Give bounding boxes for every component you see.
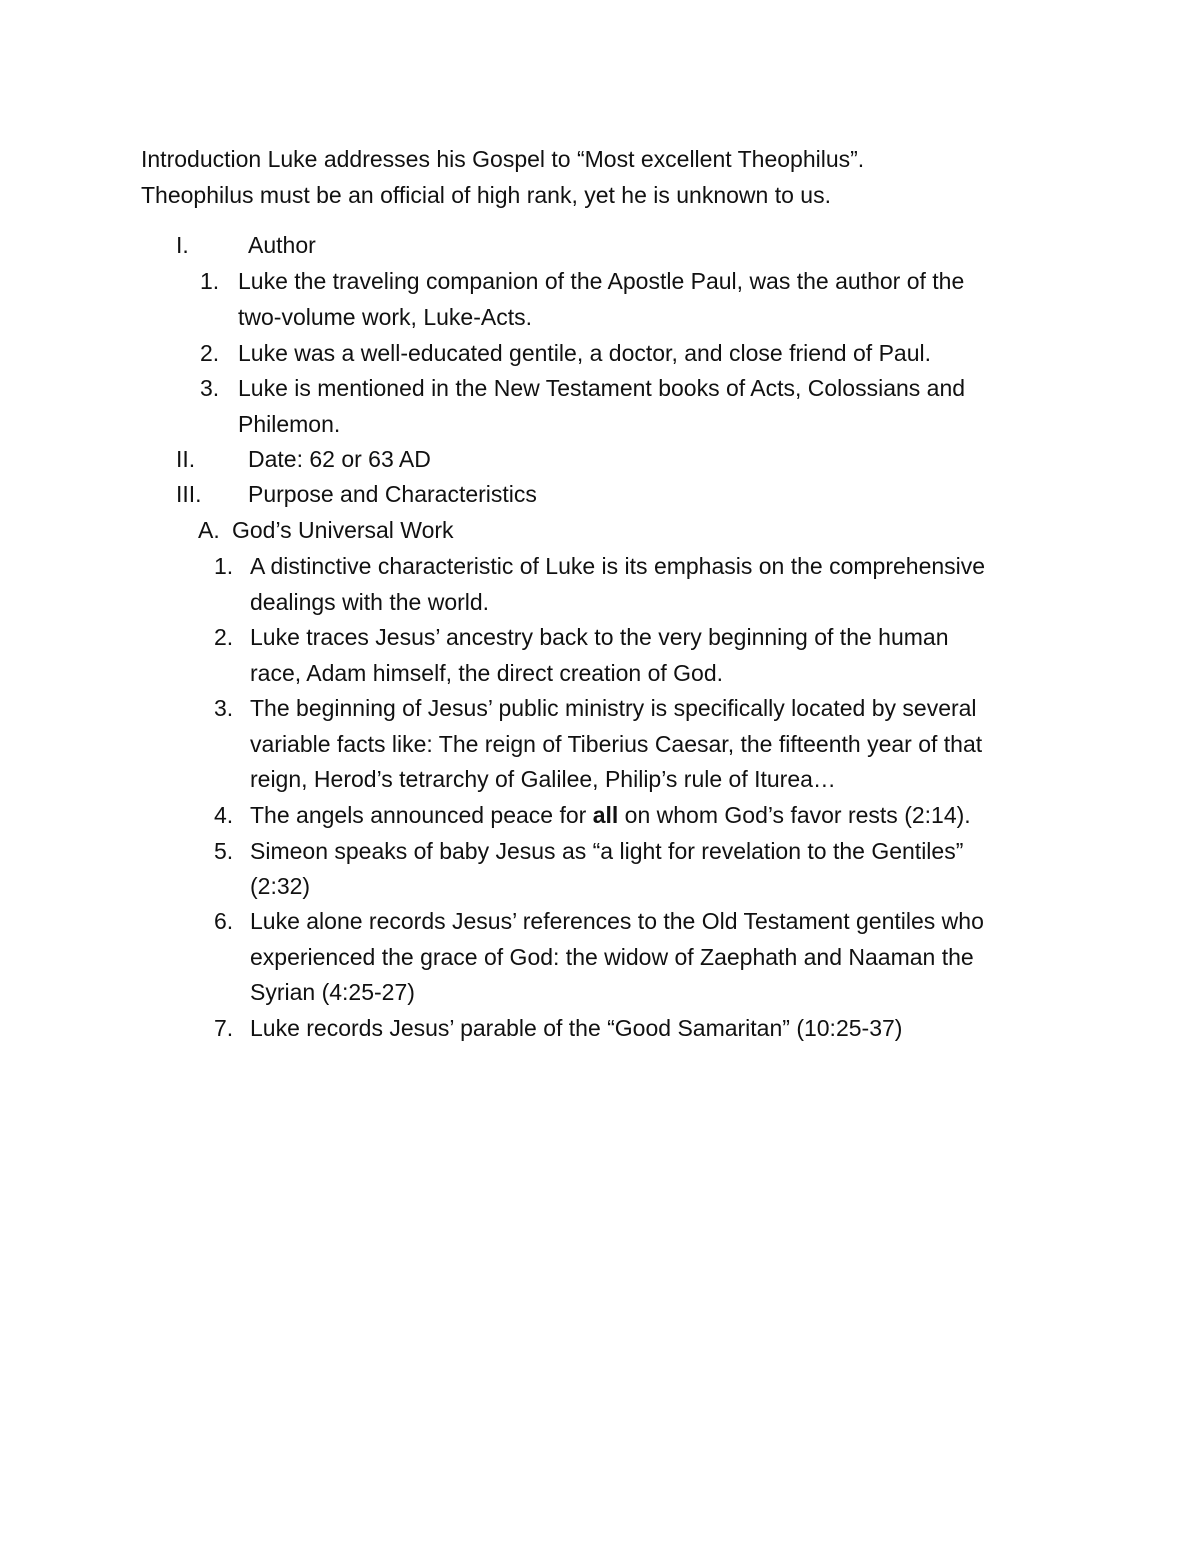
list-item-marker: 3. [214, 695, 234, 721]
list-item-text: two-volume work, Luke-Acts. [238, 304, 532, 330]
list-item-text: experienced the grace of God: the widow of Zaephath and Naaman the [250, 944, 974, 970]
intro-line-1: Introduction Luke addresses his Gospel to “Most excellent Theophilus”. [141, 146, 865, 172]
subsection-marker: A. [198, 517, 220, 543]
list-item-marker: 2. [214, 624, 234, 650]
section-title: Date: 62 or 63 AD [248, 446, 431, 472]
list-item-text: Luke the traveling companion of the Apostle Paul, was the author of the [238, 268, 965, 294]
list-item-text: Luke was a well-educated gentile, a doctor, and close friend of Paul. [238, 340, 931, 366]
list-item-text: A distinctive characteristic of Luke is its emphasis on the comprehensive [250, 553, 986, 579]
list-item-marker: 1. [200, 268, 220, 294]
list-item-text-pre: The angels announced peace for [250, 802, 593, 828]
list-item-marker: 2. [200, 340, 220, 366]
list-item-text [250, 800, 971, 830]
list-item-text: (2:32) [250, 873, 311, 899]
list-item-marker: 6. [214, 908, 234, 934]
list-item-text: Philemon. [238, 411, 341, 437]
list-item-marker: 5. [214, 838, 234, 864]
list-item-text: Simeon speaks of baby Jesus as “a light for revelation to the Gentiles” [250, 838, 964, 864]
intro-line-2: Theophilus must be an official of high rank, yet he is unknown to us. [141, 182, 831, 208]
list-item-marker: 1. [214, 553, 234, 579]
list-item-text: Luke records Jesus’ parable of the “Good Samaritan” (10:25-37) [250, 1015, 903, 1041]
list-item-text: Luke traces Jesus’ ancestry back to the very beginning of the human [250, 624, 949, 650]
section-marker: I. [176, 232, 189, 258]
list-item-text: Luke alone records Jesus’ references to the Old Testament gentiles who [250, 908, 984, 934]
section-marker: II. [176, 446, 196, 472]
list-item-marker: 3. [200, 375, 220, 401]
list-item-text: dealings with the world. [250, 589, 490, 615]
list-item-text: race, Adam himself, the direct creation of God. [250, 660, 724, 686]
list-item-text: Luke is mentioned in the New Testament books of Acts, Colossians and [238, 375, 966, 401]
list-item-text: Syrian (4:25-27) [250, 979, 415, 1005]
list-item-text: reign, Herod’s tetrarchy of Galilee, Philip’s rule of Iturea… [250, 766, 836, 792]
emphasis-text: all [592, 802, 619, 828]
subsection-title: God’s Universal Work [232, 517, 454, 543]
list-item-text: The beginning of Jesus’ public ministry is specifically located by several [250, 695, 977, 721]
section-title: Author [248, 232, 316, 258]
section-marker: III. [176, 481, 202, 507]
list-item-marker: 4. [214, 802, 234, 828]
list-item-marker: 7. [214, 1015, 234, 1041]
list-item-text-post: on whom God’s favor rests (2:14). [618, 802, 971, 828]
list-item-text: variable facts like: The reign of Tiberius Caesar, the fifteenth year of that [250, 731, 983, 757]
section-title: Purpose and Characteristics [248, 481, 537, 507]
